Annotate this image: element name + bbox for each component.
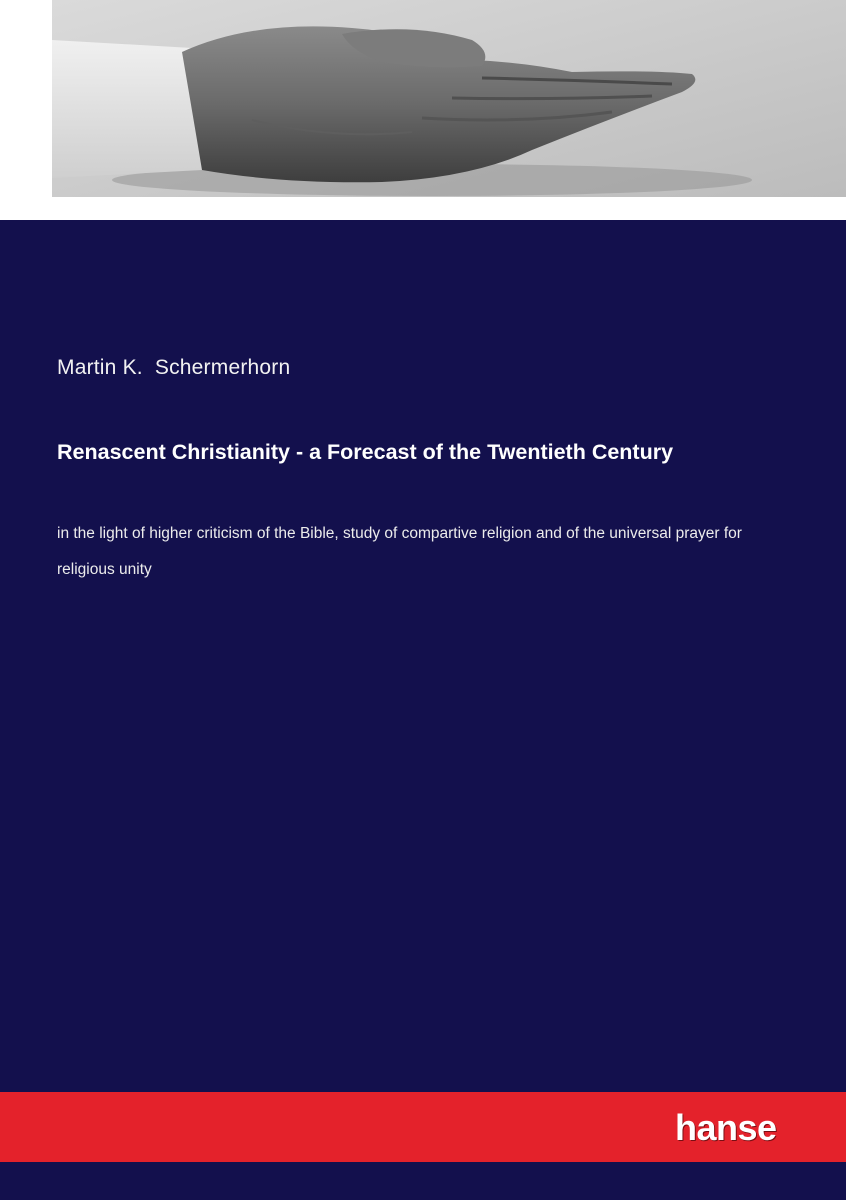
- publisher-logo: hanse: [675, 1107, 777, 1148]
- open-hand-photo: [52, 0, 846, 197]
- book-title: Renascent Christianity - a Forecast of the Twentieth Century: [57, 440, 674, 464]
- hand-icon: [52, 0, 846, 197]
- book-subtitle: in the light of higher criticism of the Bible, study of compartive religion and of the universal prayer for religious unity: [57, 525, 742, 578]
- author-name: Martin K. Schermerhorn: [57, 356, 291, 379]
- cover-panel: [0, 220, 846, 1200]
